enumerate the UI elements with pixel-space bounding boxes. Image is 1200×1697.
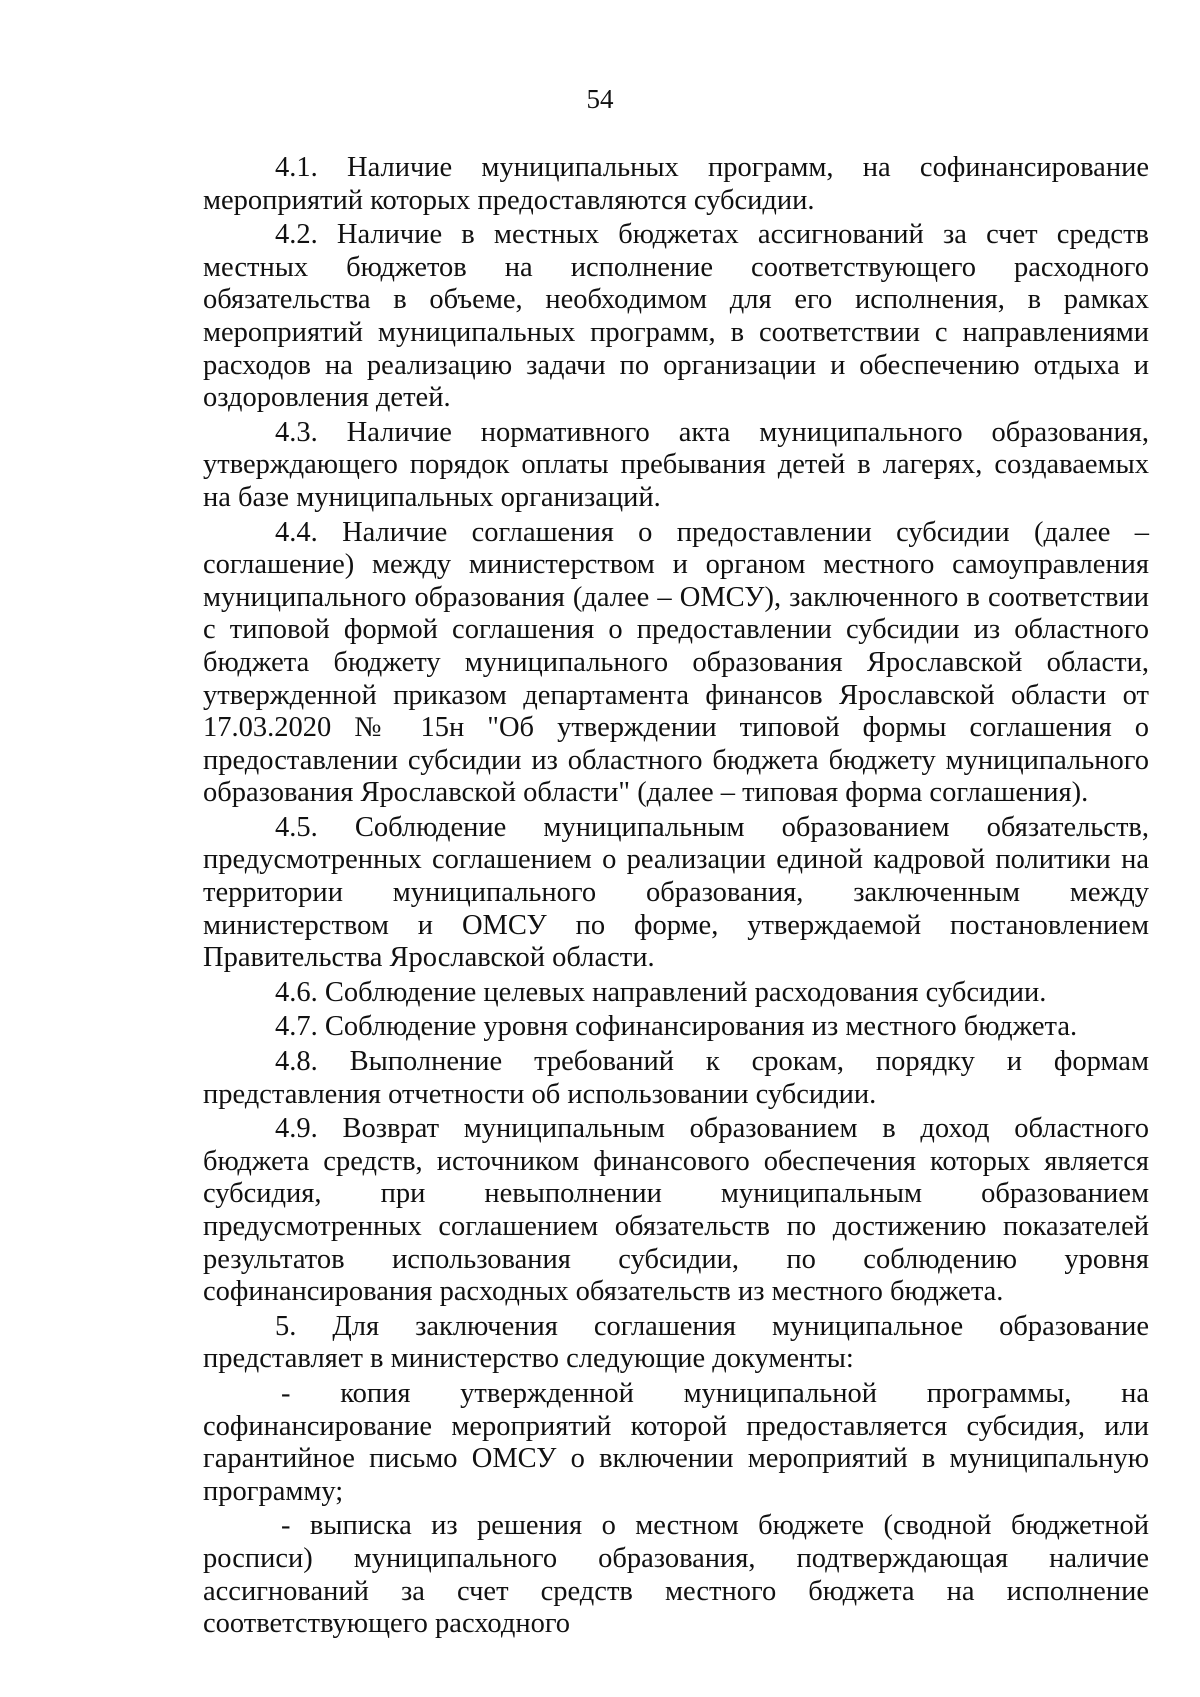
paragraph-4-9: 4.9. Возврат муниципальным образованием в доход областного бюджета средств, источником финансового обеспечения которых является субсидия, при невыполнении муниципальным образованием предусмотренных соглашением обязательств по достижению показателей результатов использования субсидии, по соблюдению уровня софинансирования расходных обязательств из местного бюджета.	[203, 1113, 1149, 1308]
paragraph-4-5: 4.5. Соблюдение муниципальным образованием обязательств, предусмотренных соглашением о реализации единой кадровой политики на территории муниципального образования, заключенным между министерством и ОМСУ по форме, утверждаемой постановлением Правительства Ярославской области.	[203, 811, 1149, 974]
paragraph-4-6: 4.6. Соблюдение целевых направлений расходования субсидии.	[275, 976, 1047, 1008]
paragraph-4-8: 4.8. Выполнение требований к срокам, порядку и формам представления отчетности об использовании субсидии.	[203, 1046, 1149, 1110]
paragraph-4-7: 4.7. Соблюдение уровня софинансирования из местного бюджета.	[275, 1011, 1078, 1043]
paragraph-4-3: 4.3. Наличие нормативного акта муниципального образования, утверждающего порядок оплаты пребывания детей в лагерях, создаваемых на базе муниципальных организаций.	[203, 416, 1149, 513]
list-item-budget-extract: - выписка из решения о местном бюджете (сводной бюджетной росписи) муниципального образования, подтверждающая наличие ассигнований за счет средств местного бюджета на исполнение соответствующего расходного	[203, 1510, 1149, 1640]
page-number: 54	[586, 84, 614, 114]
paragraph-5: 5. Для заключения соглашения муниципальное образование представляет в министерство следующие документы:	[203, 1310, 1149, 1375]
paragraph-4-2: 4.2. Наличие в местных бюджетах ассигнований за счет средств местных бюджетов на исполнение соответствующего расходного обязательства в объеме, необходимом для его исполнения, в рамках мероприятий муниципальных программ, в соответствии с направлениями расходов на реализацию задачи по организации и обеспечению отдыха и оздоровления детей.	[203, 219, 1149, 414]
paragraph-4-4: 4.4. Наличие соглашения о предоставлении субсидии (далее – соглашение) между министерством и органом местного самоуправления муниципального образования (далее – ОМСУ), заключенного в соответствии с типовой формой соглашения о предоставлении субсидии из областного бюджета бюджету муниципального образования Ярославской области, утвержденной приказом департамента финансов Ярославской области от 17.03.2020 № 15н "Об утверждении типовой формы соглашения о предоставлении субсидии из областного бюджета бюджету муниципального образования Ярославской области" (далее – типовая форма соглашения).	[203, 516, 1149, 809]
paragraph-4-1: 4.1. Наличие муниципальных программ, на софинансирование мероприятий которых предоставляются субсидии.	[203, 152, 1149, 216]
list-item-program-copy: - копия утвержденной муниципальной программы, на софинансирование мероприятий которой предоставляется субсидия, или гарантийное письмо ОМСУ о включении мероприятий в муниципальную программу;	[203, 1377, 1149, 1507]
document-body	[203, 152, 1149, 1641]
